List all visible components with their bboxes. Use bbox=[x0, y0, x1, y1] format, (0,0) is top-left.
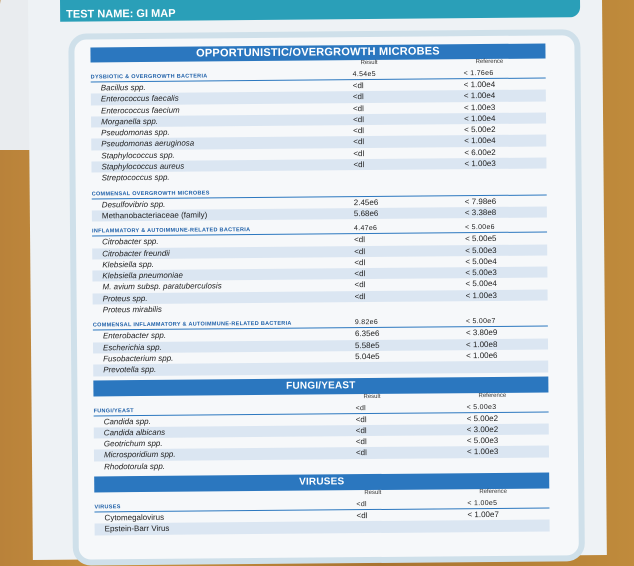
test-name-label: TEST NAME: GI MAP bbox=[66, 7, 176, 21]
viruses-label: VIRUSES bbox=[94, 504, 121, 511]
reference-value: < 5.00e4 bbox=[465, 279, 497, 289]
reference-value: < 5.00e2 bbox=[466, 413, 499, 423]
organism-name: Geotrichum spp. bbox=[103, 438, 163, 449]
organism-name: Staphylococcus spp. bbox=[101, 150, 175, 161]
result-value: 5.58e5 bbox=[354, 340, 380, 350]
organism-name: Epstein-Barr Virus bbox=[104, 524, 170, 534]
organism-name: Candida spp. bbox=[103, 416, 151, 426]
inflammatory-total-reference: < 5.00e6 bbox=[464, 224, 495, 232]
reference-column-header: Reference bbox=[475, 58, 504, 66]
result-value: <dl bbox=[353, 137, 365, 147]
result-value: <dl bbox=[355, 425, 367, 435]
viruses-total-result: <dl bbox=[356, 501, 367, 509]
dysbiotic-rows bbox=[91, 78, 547, 184]
viruses-total-reference: < 1.00e5 bbox=[467, 499, 498, 508]
result-value: <dl bbox=[355, 448, 367, 458]
reference-value: < 5.00e3 bbox=[466, 436, 499, 446]
report-frame bbox=[68, 29, 585, 565]
fungi-total-result: <dl bbox=[355, 404, 367, 412]
reference-value: < 1.00e3 bbox=[464, 159, 496, 169]
reference-column-header: Reference bbox=[479, 488, 508, 496]
result-value: <dl bbox=[352, 92, 364, 102]
reference-value: < 1.00e8 bbox=[465, 339, 498, 349]
organism-name: Citrobacter freundii bbox=[102, 248, 170, 258]
organism-name: Pseudomonas spp. bbox=[101, 127, 170, 138]
organism-name: Morganella spp. bbox=[101, 116, 159, 127]
fungi-title: FUNGI/YEAST bbox=[93, 376, 548, 396]
result-value: <dl bbox=[354, 280, 366, 290]
result-value: 5.68e6 bbox=[353, 208, 379, 219]
commensal-overgrowth-label: COMMENSAL OVERGROWTH MICROBES bbox=[91, 190, 210, 198]
organism-name: Prevotella spp. bbox=[103, 365, 157, 375]
inflammatory-total-result: 4.47e6 bbox=[353, 225, 378, 233]
result-value: <dl bbox=[353, 126, 365, 136]
organism-name: Bacillus spp. bbox=[100, 82, 146, 93]
result-value: <dl bbox=[354, 269, 366, 279]
reference-value: < 3.38e8 bbox=[464, 207, 497, 218]
organism-name: M. avium subsp. paratuberculosis bbox=[102, 281, 222, 292]
organism-name: Enterococcus faecium bbox=[100, 105, 180, 115]
result-value: <dl bbox=[355, 437, 367, 447]
result-column-header: Result bbox=[363, 393, 381, 400]
result-value: 2.45e6 bbox=[353, 197, 379, 207]
test-name-header bbox=[60, 0, 580, 22]
lab-report-sheet bbox=[28, 0, 607, 560]
dysbiotic-total-result: 4.54e5 bbox=[352, 70, 376, 79]
result-column-header: Result bbox=[360, 59, 378, 67]
reference-value: < 1.00e3 bbox=[466, 447, 499, 457]
inflammatory-label: INFLAMMATORY & AUTOIMMUNE-RELATED BACTERIA bbox=[91, 227, 251, 235]
result-value: <dl bbox=[354, 291, 366, 301]
reference-value: < 5.00e3 bbox=[465, 268, 497, 278]
reference-value: < 5.00e2 bbox=[464, 125, 496, 135]
result-value: <dl bbox=[356, 511, 368, 521]
opportunistic-title: OPPORTUNISTIC/OVERGROWTH MICROBES bbox=[90, 43, 545, 62]
result-value: <dl bbox=[352, 81, 364, 91]
reference-value: < 1.00e4 bbox=[464, 136, 496, 146]
commensal-inflammatory-total-reference: < 5.00e7 bbox=[465, 318, 496, 326]
reference-value: < 6.00e2 bbox=[464, 147, 496, 157]
result-value: 6.35e6 bbox=[354, 329, 380, 339]
result-value: <dl bbox=[354, 257, 366, 268]
result-value: <dl bbox=[354, 246, 366, 256]
reference-value: < 1.00e3 bbox=[465, 290, 498, 300]
result-value: 5.04e5 bbox=[355, 351, 380, 362]
reference-value: < 5.00e4 bbox=[465, 256, 497, 267]
reference-value: < 5.00e3 bbox=[465, 245, 497, 255]
organism-name: Escherichia spp. bbox=[102, 342, 162, 352]
commensal-inflammatory-total-result: 9.82e6 bbox=[354, 319, 379, 327]
organism-name: Enterococcus faecalis bbox=[100, 93, 179, 104]
reference-value: < 5.00e5 bbox=[465, 234, 497, 244]
viruses-title: VIRUSES bbox=[94, 472, 549, 492]
report-content bbox=[90, 43, 549, 535]
organism-name: Enterobacter spp. bbox=[102, 331, 167, 341]
reference-value: < 1.00e6 bbox=[466, 350, 498, 361]
fungi-label: FUNGI/YEAST bbox=[93, 407, 134, 414]
reference-value: < 3.80e9 bbox=[465, 328, 498, 338]
dysbiotic-total-reference: < 1.76e6 bbox=[463, 69, 494, 78]
reference-column-header: Reference bbox=[478, 392, 507, 399]
organism-name: Staphylococcus aureus bbox=[101, 161, 185, 172]
result-value: <dl bbox=[353, 148, 365, 158]
organism-name: Proteus mirabilis bbox=[102, 304, 162, 315]
organism-name: Methanobacteriaceae (family) bbox=[101, 210, 208, 221]
organism-name: Proteus spp. bbox=[102, 293, 148, 304]
organism-name: Citrobacter spp. bbox=[102, 237, 159, 247]
organism-name: Microsporidium spp. bbox=[103, 450, 176, 460]
result-value: <dl bbox=[355, 414, 367, 424]
reference-value: < 3.00e2 bbox=[466, 424, 499, 435]
organism-name: Fusobacterium spp. bbox=[103, 353, 174, 364]
reference-value: < 1.00e4 bbox=[463, 91, 496, 101]
organism-name: Streptococcus spp. bbox=[101, 173, 170, 183]
reference-value: < 1.00e3 bbox=[463, 102, 496, 112]
commensal-inflammatory-label: COMMENSAL INFLAMMATORY & AUTOIMMUNE-RELATED BACTERIA bbox=[92, 321, 292, 329]
result-value: <dl bbox=[353, 114, 365, 125]
organism-name: Rhodotorula spp. bbox=[104, 461, 166, 472]
organism-name: Klebsiella pneumoniae bbox=[102, 270, 183, 281]
reference-value: < 7.98e6 bbox=[464, 196, 497, 206]
organism-name: Pseudomonas aeruginosa bbox=[101, 139, 195, 149]
reference-value: < 1.00e4 bbox=[464, 113, 496, 124]
reference-value: < 1.00e7 bbox=[467, 509, 499, 520]
organism-name: Klebsiella spp. bbox=[102, 259, 154, 270]
result-value: <dl bbox=[354, 235, 366, 245]
result-value: <dl bbox=[353, 160, 365, 170]
result-value: <dl bbox=[352, 103, 364, 113]
organism-name: Cytomegalovirus bbox=[104, 512, 165, 523]
dysbiotic-label: DYSBIOTIC & OVERGROWTH BACTERIA bbox=[90, 73, 208, 81]
reference-value: < 1.00e4 bbox=[463, 79, 496, 90]
organism-name: Candida albicans bbox=[103, 427, 166, 438]
organism-name: Desulfovibrio spp. bbox=[101, 199, 166, 210]
result-column-header: Result bbox=[364, 489, 382, 497]
fungi-total-reference: < 5.00e3 bbox=[466, 403, 497, 411]
